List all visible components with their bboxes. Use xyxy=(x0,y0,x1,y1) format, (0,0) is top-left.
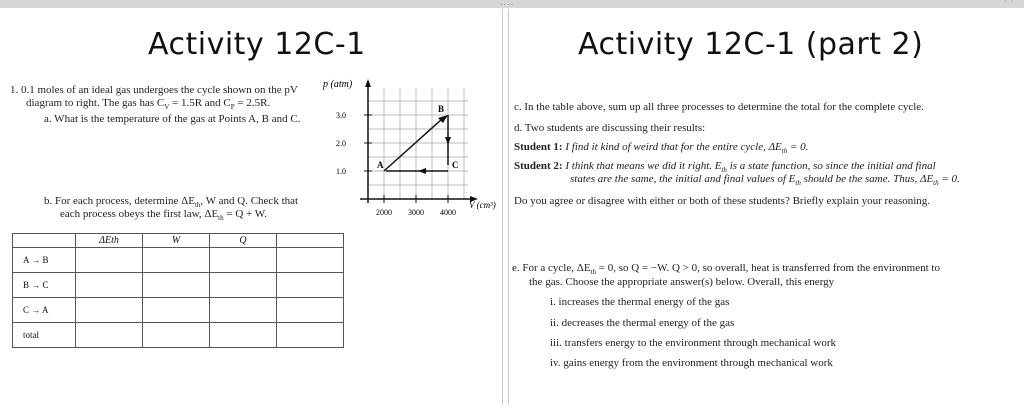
table-header-extra xyxy=(277,234,344,248)
student-2-line-2-sub-2: th xyxy=(933,179,939,188)
q1b-line2-sub: th xyxy=(218,214,224,223)
axis-ticks xyxy=(364,115,448,203)
row-label-ab: A → B xyxy=(13,248,76,273)
cell-ab-extra[interactable] xyxy=(277,248,344,273)
question-1-line-2 xyxy=(26,97,270,114)
option-i[interactable]: i. increases the thermal energy of the gas xyxy=(550,296,730,308)
x-tick-2000: 2000 xyxy=(376,208,392,217)
cell-ca-eth[interactable] xyxy=(76,298,143,323)
table-header-q: Q xyxy=(210,234,277,248)
slide-title-right: Activity 12C-1 (part 2) xyxy=(578,27,924,62)
cell-bc-extra[interactable] xyxy=(277,273,344,298)
slide-left xyxy=(0,9,503,405)
cell-ab-w[interactable] xyxy=(143,248,210,273)
table-row xyxy=(13,248,344,273)
x-tick-4000: 4000 xyxy=(440,208,456,217)
q1b-line2-text: each process obeys the first law, ΔE xyxy=(60,208,219,220)
path-c-to-a-arrow-icon xyxy=(418,168,426,174)
agree-question: Do you agree or disagree with either or both of these students? Briefly explain your reasoning. xyxy=(514,195,931,207)
qe-text: e. For a cycle, ΔE xyxy=(512,262,591,274)
q1b-text-2: , W and Q. Check that xyxy=(200,195,299,207)
option-iii[interactable]: iii. transfers energy to the environment through mechanical work xyxy=(550,337,837,349)
window-top-bar xyxy=(0,0,1024,8)
y-tick-3: 3.0 xyxy=(336,111,346,120)
student-1-label: Student 1: xyxy=(514,141,563,153)
student-2-text: I think that means we did it right. E xyxy=(565,160,722,172)
cell-total-extra[interactable] xyxy=(277,323,344,348)
student-1-text: I find it kind of weird that for the entire cycle, ΔE xyxy=(565,141,782,153)
row-label-total: total xyxy=(13,323,76,348)
point-b-label: B xyxy=(438,104,445,114)
student-2-label: Student 2: xyxy=(514,160,563,172)
cell-total-w[interactable] xyxy=(143,323,210,348)
q1b-text: b. For each process, determine ΔE xyxy=(44,195,195,207)
student-1-sub: th xyxy=(781,147,788,156)
option-iv[interactable]: iv. gains energy from the environment through mechanical work xyxy=(550,357,833,369)
qe-text-2: = 0, so Q = −W. Q > 0, so overall, heat is transferred from the environment to xyxy=(596,262,940,274)
question-d: d. Two students are discussing their results: xyxy=(514,122,706,134)
q1-text-2: = 1.5R and C xyxy=(169,97,231,109)
q1-sub-p: P xyxy=(230,103,235,112)
x-tick-3000: 3000 xyxy=(408,208,424,217)
student-2-text-2: is a state function, so since the initial and final xyxy=(726,160,936,172)
student-1-quote xyxy=(565,141,809,156)
row-label-bc: B → C xyxy=(13,273,76,298)
row-label-ca: C → A xyxy=(13,298,76,323)
grid-lines xyxy=(368,89,468,199)
cell-ca-w[interactable] xyxy=(143,298,210,323)
q1b-sub: th xyxy=(194,201,201,210)
student-2-line-2-end: = 0. xyxy=(938,173,960,185)
table-header-row xyxy=(13,234,344,248)
point-a-label: A xyxy=(377,160,384,170)
student-2-quote xyxy=(565,160,936,175)
slide-title-left: Activity 12C-1 xyxy=(148,27,366,62)
student-1-statement xyxy=(514,141,808,158)
cell-ab-eth[interactable] xyxy=(76,248,143,273)
question-c: c. In the table above, sum up all three processes to determine the total for the complete cycle. xyxy=(514,101,924,113)
point-c-label: C xyxy=(452,160,459,170)
window-controls[interactable]: ◦ ◦ xyxy=(1003,0,1014,6)
student-1-end: = 0. xyxy=(787,141,809,153)
y-axis-label: p (atm) xyxy=(323,79,353,90)
question-1a: a. What is the temperature of the gas at Points A, B and C. xyxy=(44,113,301,125)
cell-bc-w[interactable] xyxy=(143,273,210,298)
cell-bc-eth[interactable] xyxy=(76,273,143,298)
energy-table xyxy=(12,233,344,348)
student-2-line-2-sub: th xyxy=(795,179,801,188)
y-axis-arrow-icon xyxy=(365,79,371,87)
table-row xyxy=(13,273,344,298)
option-ii[interactable]: ii. decreases the thermal energy of the gas xyxy=(550,317,735,329)
q1b-line2-text-2: = Q + W. xyxy=(223,208,267,220)
y-tick-1: 1.0 xyxy=(336,167,346,176)
cell-total-eth[interactable] xyxy=(76,323,143,348)
q1-text-3: = 2.5R. xyxy=(234,97,271,109)
qe-sub: th xyxy=(590,268,596,277)
student-2-line-2 xyxy=(570,173,960,190)
table-header-eth: ΔEth xyxy=(76,234,143,248)
question-e-line-2: the gas. Choose the appropriate answer(s) below. Overall, this energy xyxy=(529,276,835,288)
q1-sub-v: V xyxy=(164,103,170,112)
cell-ca-extra[interactable] xyxy=(277,298,344,323)
question-1-line-1: 1. 0.1 moles of an ideal gas undergoes the cycle shown on the pV xyxy=(10,84,298,96)
slide-right xyxy=(510,9,1024,405)
cell-ab-q[interactable] xyxy=(210,248,277,273)
table-header-blank xyxy=(13,234,76,248)
y-tick-2: 2.0 xyxy=(336,139,346,148)
student-2-sub: th xyxy=(721,166,727,175)
table-row xyxy=(13,298,344,323)
question-1b-line-2 xyxy=(60,208,267,225)
path-b-to-c-arrow-icon xyxy=(445,137,451,145)
slide-divider xyxy=(508,9,509,405)
table-header-w: W xyxy=(143,234,210,248)
window-drag-dots[interactable]: .... xyxy=(500,0,515,7)
cell-total-q[interactable] xyxy=(210,323,277,348)
path-a-to-b xyxy=(384,119,442,171)
student-2-line-2-text: states are the same, the initial and final values of E xyxy=(570,173,796,185)
cell-ca-q[interactable] xyxy=(210,298,277,323)
q1-text: diagram to right. The gas has C xyxy=(26,97,165,109)
student-2-line-2-text-2: should be the same. Thus, ΔE xyxy=(800,173,934,185)
pv-diagram xyxy=(320,75,502,225)
table-row xyxy=(13,323,344,348)
x-axis-label: V (cm³) xyxy=(469,200,496,210)
cell-bc-q[interactable] xyxy=(210,273,277,298)
